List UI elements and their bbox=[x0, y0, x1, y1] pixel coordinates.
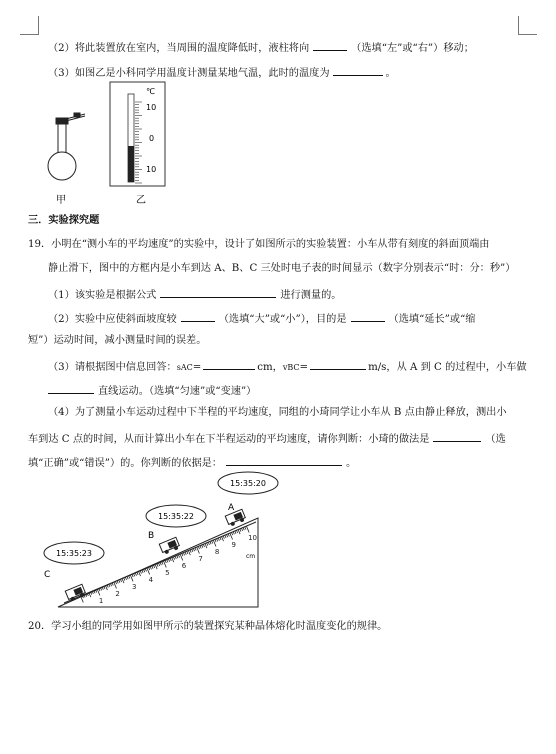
ruler-tick bbox=[232, 532, 233, 535]
ruler-tick bbox=[182, 553, 183, 556]
ruler-tick bbox=[212, 541, 213, 544]
ruler-tick bbox=[178, 555, 179, 558]
q19-part3-line2: 直线运动。（选填“匀速”或“变速”） bbox=[48, 382, 256, 399]
fig-label-yi: 乙 bbox=[136, 195, 146, 206]
ruler-tick bbox=[192, 549, 193, 552]
q20-text: 20．学习小组的同学用如图甲所示的装置探究某种晶体熔化时温度变化的规律。 bbox=[28, 621, 388, 632]
ruler-tick bbox=[215, 539, 216, 542]
ruler-tick bbox=[132, 574, 133, 577]
ruler-tick bbox=[168, 559, 169, 562]
ruler-number: 1 bbox=[98, 597, 104, 606]
ruler-tick bbox=[207, 543, 208, 546]
ruler-tick bbox=[243, 527, 244, 530]
answer-blank[interactable] bbox=[351, 310, 385, 322]
ruler-tick bbox=[235, 531, 236, 534]
ruler-number: 9 bbox=[231, 541, 236, 550]
answer-blank[interactable] bbox=[226, 454, 342, 466]
ruler-tick bbox=[170, 558, 171, 561]
ruler-tick bbox=[233, 532, 234, 535]
q19-line1: 19．小明在“测小车的平均速度”的实验中，设计了如图所示的实验装置：小车从带有刻度的斜面顶端由 bbox=[28, 239, 490, 250]
ruler-tick bbox=[139, 572, 141, 577]
q19-part4-line3: 填“正确”或“错误”）的。你判断的依据是： 。 bbox=[28, 454, 356, 471]
ruler-tick bbox=[167, 560, 168, 563]
ruler-number: 10 bbox=[248, 534, 258, 543]
ruler-tick bbox=[117, 581, 118, 584]
thermometer-illustration bbox=[110, 82, 165, 186]
q19-part1: （1）该实验是根据公式 进行测量的。 bbox=[48, 286, 341, 303]
ruler-tick bbox=[172, 558, 174, 563]
ruler-tick bbox=[135, 573, 136, 576]
ruler-number: 4 bbox=[148, 576, 154, 585]
ruler-number: 2 bbox=[115, 590, 120, 599]
ruler-tick bbox=[140, 571, 141, 574]
ruler-tick bbox=[205, 544, 207, 549]
q19-part4-line2: 车到达 C 点的时间，从而计算出小车在下半程运动的平均速度，请你判断：小琦的做法是 （选 bbox=[28, 430, 506, 447]
ruler-tick bbox=[154, 565, 155, 568]
ruler-tick bbox=[150, 567, 151, 570]
ruler-tick bbox=[177, 555, 178, 558]
ruler-tick bbox=[210, 541, 211, 544]
q18-part2: （2）将此装置放在室内，当周围的温度降低时，液柱将向 （选填“左”或“右”）移动； bbox=[48, 39, 474, 56]
ruler-tick bbox=[185, 552, 186, 555]
ruler-tick bbox=[145, 569, 146, 572]
ruler-tick bbox=[198, 546, 199, 549]
ruler-tick bbox=[159, 563, 160, 566]
ruler-tick bbox=[208, 542, 209, 545]
answer-blank[interactable] bbox=[313, 39, 347, 51]
fig-label-jia: 甲 bbox=[56, 195, 66, 206]
ruler-tick bbox=[160, 562, 161, 565]
ruler-tick bbox=[228, 534, 229, 537]
point-b-label: B bbox=[148, 531, 155, 541]
answer-blank[interactable] bbox=[203, 358, 255, 370]
ruler-tick bbox=[187, 551, 188, 554]
ruler-number: 5 bbox=[165, 569, 170, 578]
ruler-tick bbox=[246, 526, 249, 532]
cart-b bbox=[159, 537, 180, 555]
ruler-unit: cm bbox=[246, 553, 256, 560]
ruler-tick bbox=[193, 548, 194, 551]
q19-part4-line1: （4）为了测量小车运动过程中下半程的平均速度，同组的小琦同学让小车从 B 点由静止释放，测出小 bbox=[48, 407, 507, 418]
point-c-label: C bbox=[44, 570, 51, 580]
ruler-tick bbox=[190, 550, 191, 553]
answer-blank[interactable] bbox=[181, 310, 215, 322]
ruler-tick bbox=[227, 534, 228, 537]
ruler-tick bbox=[134, 574, 135, 577]
ruler-tick bbox=[188, 551, 190, 556]
ruler-tick bbox=[124, 578, 125, 581]
ruler-number: 3 bbox=[132, 583, 137, 592]
q18-figure bbox=[30, 80, 190, 208]
ruler-tick bbox=[225, 535, 226, 538]
q19-part2-line2: 短”）运动时间，减小测量时间的误差。 bbox=[28, 335, 207, 346]
ruler-tick bbox=[120, 579, 121, 582]
ruler-scale bbox=[81, 526, 250, 602]
ruler-tick bbox=[122, 579, 124, 584]
ruler-tick bbox=[119, 580, 120, 583]
ruler-number: 8 bbox=[214, 548, 220, 557]
ruler-tick bbox=[195, 548, 196, 551]
ruler-tick bbox=[129, 576, 130, 579]
ruler-tick bbox=[112, 583, 113, 586]
point-a-label: A bbox=[228, 503, 235, 513]
answer-blank[interactable] bbox=[160, 286, 276, 298]
thermometer-unit: ℃ bbox=[146, 87, 155, 96]
ruler-tick bbox=[115, 581, 116, 584]
ruler-tick bbox=[240, 529, 241, 532]
q19-line2: 静止滑下，图中的方框内是小车到达 A、B、C 三处时电子表的时间显示（数字分别表示“时：分：秒”） bbox=[48, 263, 516, 274]
ruler-tick bbox=[203, 544, 204, 547]
ruler-tick bbox=[238, 530, 240, 535]
ruler-tick bbox=[152, 566, 153, 569]
ruler-number: 6 bbox=[181, 562, 187, 571]
crop-mark-top-right bbox=[518, 16, 537, 35]
ruler-tick bbox=[175, 556, 176, 559]
ruler-tick bbox=[127, 576, 128, 579]
ruler-tick bbox=[222, 537, 224, 542]
incline-figure bbox=[30, 470, 290, 615]
ruler-tick bbox=[157, 564, 158, 567]
ruler-tick bbox=[236, 530, 237, 533]
q18-part3: （3）如图乙是小科同学用温度计测量某地气温，此时的温度为 。 bbox=[48, 64, 396, 81]
ruler-tick bbox=[105, 586, 107, 591]
ruler-tick bbox=[162, 562, 163, 565]
ruler-number: 7 bbox=[198, 555, 203, 564]
timer-c-text: 15:35:23 bbox=[56, 549, 92, 558]
ruler-tick bbox=[165, 560, 166, 563]
ruler-tick bbox=[125, 577, 126, 580]
ruler-tick bbox=[110, 583, 111, 586]
ruler-tick bbox=[183, 553, 184, 556]
ruler-tick bbox=[144, 569, 145, 572]
answer-blank[interactable] bbox=[333, 64, 383, 76]
ruler-tick bbox=[155, 565, 157, 570]
flask-illustration bbox=[48, 113, 85, 180]
ruler-tick bbox=[137, 572, 138, 575]
ruler-tick bbox=[223, 536, 224, 539]
ruler-tick bbox=[149, 567, 150, 570]
ruler-tick bbox=[218, 538, 219, 541]
thermometer-label-top: 10 bbox=[146, 103, 157, 112]
section-title: 三．实验探究题 bbox=[28, 214, 100, 226]
ruler-tick bbox=[200, 546, 201, 549]
q19-part2-line1: （2）实验中应使斜面坡度较 （选填“大”或“小”），目的是 （选填“延长”或“缩 bbox=[48, 310, 475, 327]
ruler-tick bbox=[142, 570, 143, 573]
thermometer-label-bottom: 10 bbox=[146, 165, 157, 174]
ruler-tick bbox=[245, 527, 246, 530]
q19-part3-line1: （3）请根据图中信息回答：sAC= cm，vBC= m/s，从 A 到 C 的过程中，小车做 bbox=[48, 358, 527, 375]
ruler-tick bbox=[173, 557, 174, 560]
ruler-tick bbox=[109, 584, 110, 587]
answer-blank[interactable] bbox=[310, 358, 366, 370]
crop-mark-top-left bbox=[20, 16, 39, 35]
timer-a-text: 15:35:20 bbox=[230, 479, 266, 488]
answer-blank[interactable] bbox=[433, 430, 481, 442]
ruler-tick bbox=[241, 528, 242, 531]
ruler-tick bbox=[202, 545, 203, 548]
ruler-tick bbox=[220, 537, 221, 540]
ruler-tick bbox=[217, 539, 218, 542]
thermometer-label-middle: 0 bbox=[149, 134, 155, 143]
timer-b-text: 15:35:22 bbox=[158, 512, 194, 521]
answer-blank[interactable] bbox=[48, 382, 94, 394]
